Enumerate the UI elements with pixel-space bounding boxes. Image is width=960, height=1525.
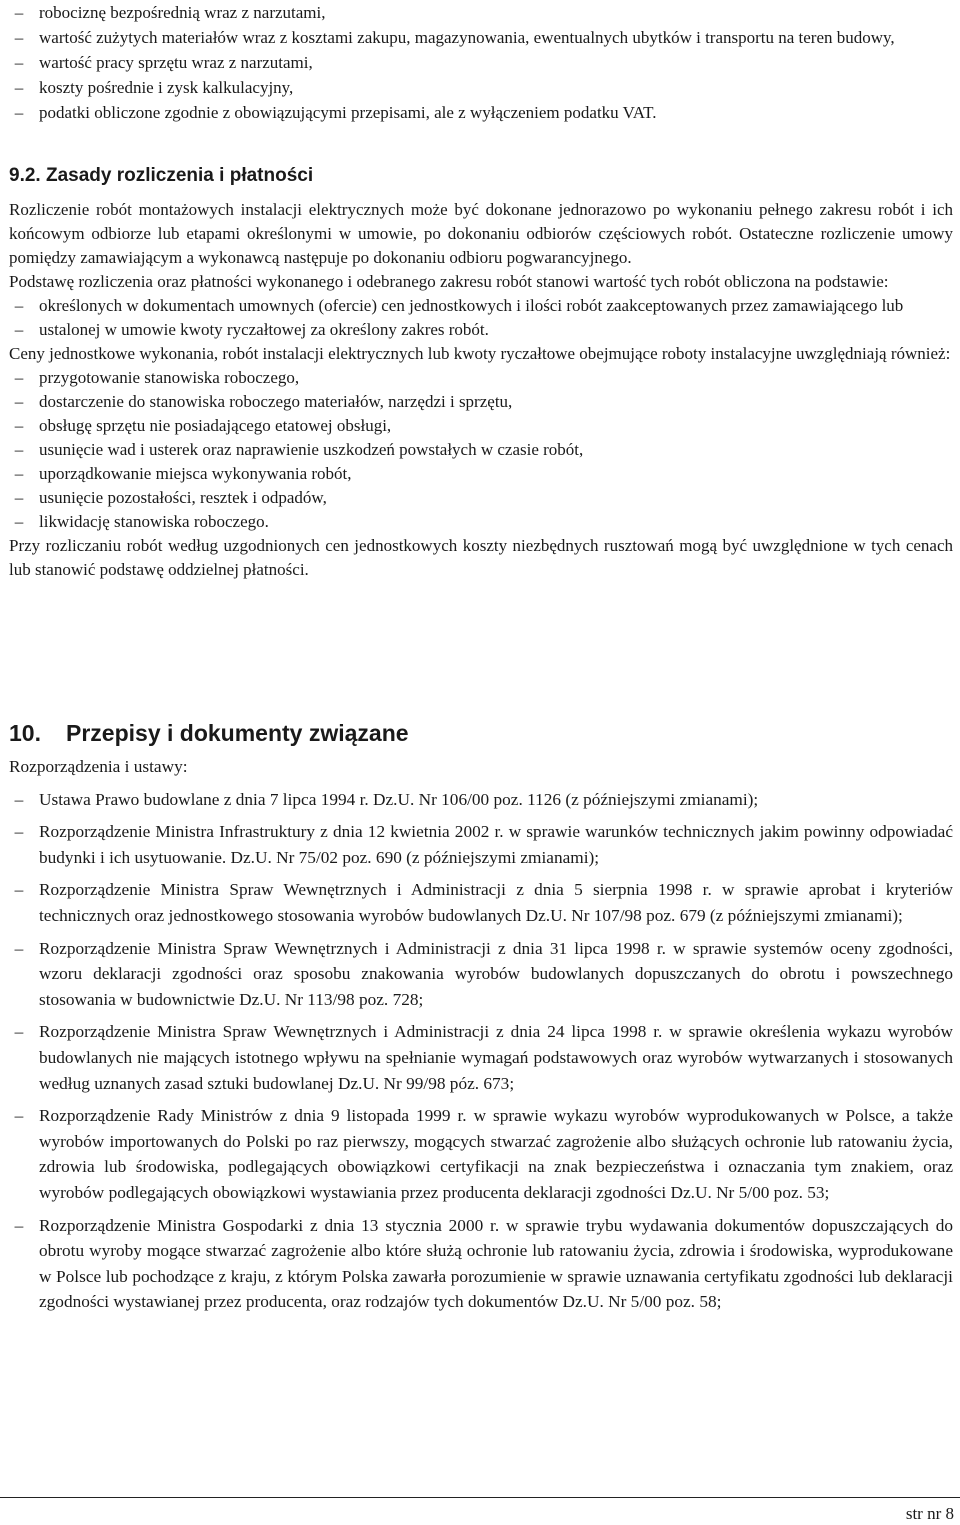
- basis-list: [9, 294, 953, 342]
- dash-marker: –: [14, 392, 24, 411]
- list-item: – obsługę sprzętu nie posiadającego etatowej obsługi,: [9, 414, 953, 438]
- list-item: – wartość pracy sprzętu wraz z narzutami,: [9, 50, 953, 75]
- paragraph: Rozliczenie robót montażowych instalacji elektrycznych może być dokonane jednorazowo po wykonaniu pełnego zakresu robót i ich końcowym odbiorze lub etapami określonymi w umowie, po dokonaniu odbiorów częściowych robót. Ostateczne rozliczenie umowy pomiędzy zamawiającym a wykonawcą następuje po dokonaniu odbioru pogwarancyjnego.: [9, 200, 953, 267]
- footer-divider: [0, 1497, 960, 1498]
- dash-marker: –: [14, 938, 24, 958]
- page-number: str nr 8: [905, 1504, 954, 1523]
- list-item: – usunięcie pozostałości, resztek i odpadów,: [9, 486, 953, 510]
- list-item: – Rozporządzenie Rady Ministrów z dnia 9 listopada 1999 r. w sprawie wykazu wyrobów wyprodukowanych w Polsce, a także wyrobów importowanych do Polski po raz pierwszy, mogących stwarzać zagrożenie albo służących ochronie lub ratowaniu życia, zdrowia lub środowiska, podlegających obowiązkowi certyfikacji na znak bezpieczeństwa i oznaczania tym znakiem, oraz wyrobów podlegających obowiązkowi wystawiania przez producenta deklaracji zgodności Dz.U. Nr 5/00 poz. 53;: [9, 1103, 953, 1205]
- list-item: – Rozporządzenie Ministra Infrastruktury z dnia 12 kwietnia 2002 r. w sprawie warunków technicznych jakim powinny odpowiadać budynki i ich usytuowanie. Dz.U. Nr 75/02 poz. 690 (z późniejszymi zmianami);: [9, 819, 953, 870]
- paragraph: Ceny jednostkowe wykonania, robót instalacji elektrycznych lub kwoty ryczałtowe obejmujące roboty instalacyjne uwzględniają również:: [9, 344, 951, 363]
- included-costs-list: [9, 366, 953, 534]
- dash-marker: –: [14, 416, 24, 435]
- dash-marker: –: [14, 440, 24, 459]
- list-item: – Ustawa Prawo budowlane z dnia 7 lipca 1994 r. Dz.U. Nr 106/00 poz. 1126 (z późniejszymi zmianami);: [9, 787, 953, 813]
- list-item: – Rozporządzenie Ministra Spraw Wewnętrznych i Administracji z dnia 5 sierpnia 1998 r. w sprawie aprobat i kryteriów technicznych oraz jednostkowego stosowania wyrobów budowlanych Dz.U. Nr 107/98 poz. 679 (z późniejszymi zmianami);: [9, 877, 953, 928]
- section-title: Przepisy i dokumenty związane: [66, 720, 409, 746]
- dash-marker: –: [14, 296, 24, 315]
- list-item: – likwidację stanowiska roboczego.: [9, 510, 953, 534]
- dash-marker: –: [14, 320, 24, 339]
- list-item: – przygotowanie stanowiska roboczego,: [9, 366, 953, 390]
- dash-marker: –: [14, 512, 24, 531]
- section-10-body: [9, 754, 953, 1315]
- list-item: – Rozporządzenie Ministra Spraw Wewnętrznych i Administracji z dnia 31 lipca 1998 r. w sprawie systemów oceny zgodności, wzoru deklaracji zgodności oraz sposobu znakowania wyrobów budowlanych dopuszczanych do obrotu i powszechnego stosowania w budownictwie Dz.U. Nr 113/98 poz. 728;: [9, 936, 953, 1013]
- dash-marker: –: [14, 1022, 24, 1042]
- list-item: – określonych w dokumentach umownych (ofercie) cen jednostkowych i ilości robót zaakceptowanych przez zamawiającego lub: [9, 294, 953, 318]
- list-item: – ustalonej w umowie kwoty ryczałtowej za określony zakres robót.: [9, 318, 953, 342]
- dash-marker: –: [14, 103, 24, 122]
- dash-marker: –: [14, 488, 24, 507]
- regulations-intro: Rozporządzenia i ustawy:: [9, 757, 188, 776]
- dash-marker: –: [14, 368, 24, 387]
- dash-marker: –: [14, 789, 24, 809]
- dash-marker: –: [14, 822, 24, 842]
- dash-marker: –: [14, 28, 24, 47]
- regulations-list: [9, 787, 953, 1315]
- paragraph: Przy rozliczaniu robót według uzgodnionych cen jednostkowych koszty niezbędnych rusztowań mogą być uwzględnione w tych cenach lub stanowić podstawę oddzielnej płatności.: [9, 536, 953, 579]
- list-item: – Rozporządzenie Ministra Gospodarki z dnia 13 stycznia 2000 r. w sprawie trybu wydawania dokumentów dopuszczających do obrotu wyroby mogące stwarzać zagrożenie albo które służą ochronie lub ratowaniu życia, zdrowia i środowiska, wyprodukowane w Polsce lub pochodzące z kraju, z którym Polska zawarła porozumienie w sprawie uznawania certyfikatu zgodności lub deklaracji zgodności wystawianej przez producenta, oraz rodzajów tych dokumentów Dz.U. Nr 5/00 poz. 58;: [9, 1213, 953, 1315]
- dash-marker: –: [14, 78, 24, 97]
- dash-marker: –: [14, 1106, 24, 1126]
- dash-marker: –: [14, 53, 24, 72]
- section-9-2-heading: 9.2. Zasady rozliczenia i płatności: [9, 165, 314, 186]
- cost-components-list: [9, 0, 953, 125]
- list-item: – usunięcie wad i usterek oraz naprawienie uszkodzeń powstałych w czasie robót,: [9, 438, 953, 462]
- list-item: – koszty pośrednie i zysk kalkulacyjny,: [9, 75, 953, 100]
- dash-marker: –: [14, 464, 24, 483]
- section-10-heading: [9, 718, 409, 748]
- paragraph: Podstawę rozliczenia oraz płatności wykonanego i odebranego zakresu robót stanowi wartość tych robót obliczona na podstawie:: [9, 272, 889, 291]
- dash-marker: –: [14, 880, 24, 900]
- list-item: – podatki obliczone zgodnie z obowiązującymi przepisami, ale z wyłączeniem podatku VAT.: [9, 100, 953, 125]
- list-item: – Rozporządzenie Ministra Spraw Wewnętrznych i Administracji z dnia 24 lipca 1998 r. w sprawie określenia wykazu wyrobów budowlanych nie mających istotnego wpływu na spełnianie wymagań podstawowych oraz wyrobów wytwarzanych i stosowanych według uznanych zasad sztuki budowlanej Dz.U. Nr 99/98 póz. 673;: [9, 1019, 953, 1096]
- list-item: – robociznę bezpośrednią wraz z narzutami,: [9, 0, 953, 25]
- section-9-2-body: [9, 198, 953, 582]
- dash-marker: –: [14, 1215, 24, 1235]
- dash-marker: –: [14, 3, 24, 22]
- list-item: – uporządkowanie miejsca wykonywania robót,: [9, 462, 953, 486]
- list-item: – wartość zużytych materiałów wraz z kosztami zakupu, magazynowania, ewentualnych ubytków i transportu na teren budowy,: [9, 25, 953, 50]
- section-number: 10.: [9, 720, 41, 746]
- list-item: – dostarczenie do stanowiska roboczego materiałów, narzędzi i sprzętu,: [9, 390, 953, 414]
